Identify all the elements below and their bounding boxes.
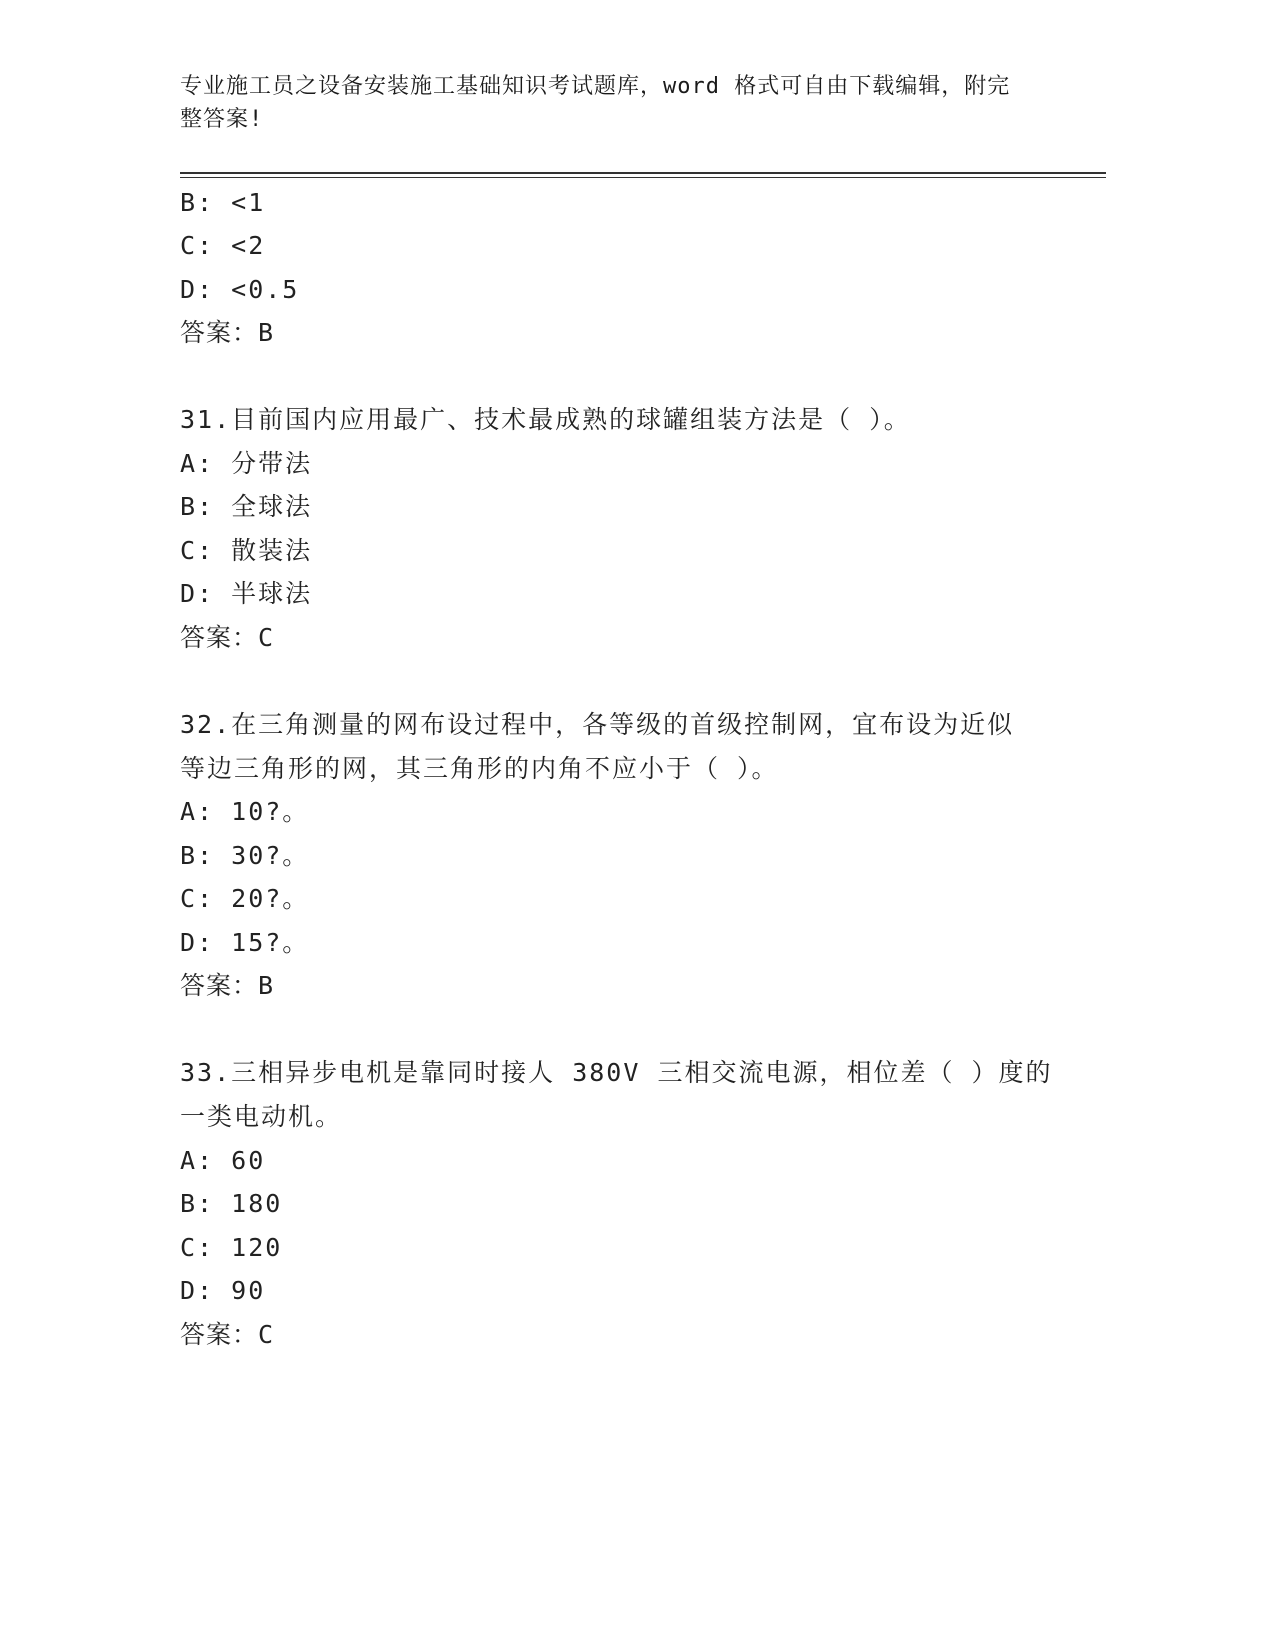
answer-line: 答案：C [180,1320,275,1349]
option-c: C: 散装法 [180,536,313,565]
question-stem-continued: 一类电动机。 [180,1102,343,1131]
question-stem: 32.在三角测量的网布设过程中，各等级的首级控制网，宜布设为近似 [180,710,1015,739]
option-d: D: 半球法 [180,579,313,608]
header-divider-thick [180,172,1106,174]
header-line-1: 专业施工员之设备安装施工基础知识考试题库，word 格式可自由下载编辑，附完 [180,74,1011,99]
option-c: C: <2 [180,231,266,260]
option-a: A: 10?。 [180,797,310,826]
option-b: B: 30?。 [180,841,310,870]
option-d: D: 15?。 [180,928,310,957]
option-b: B: 180 [180,1189,283,1218]
answer-line: 答案：B [180,971,275,1000]
answer-line: 答案：B [180,318,275,347]
header-line-2: 整答案! [180,107,264,132]
document-header [180,70,1060,136]
option-b: B: 全球法 [180,492,313,521]
question-stem: 31.目前国内应用最广、技术最成熟的球罐组装方法是（ ）。 [180,405,911,434]
question-stem-continued: 等边三角形的网，其三角形的内角不应小于（ ）。 [180,754,779,783]
answer-line: 答案：C [180,623,275,652]
option-d: D: <0.5 [180,275,300,304]
option-b: B: <1 [180,188,266,217]
option-a: A: 分带法 [180,449,313,478]
question-stem: 33.三相异步电机是靠同时接人 380V 三相交流电源，相位差（ ）度的 [180,1058,1053,1087]
option-d: D: 90 [180,1276,266,1305]
option-c: C: 120 [180,1233,283,1262]
option-c: C: 20?。 [180,884,310,913]
option-a: A: 60 [180,1146,266,1175]
header-divider-thin [180,177,1106,178]
